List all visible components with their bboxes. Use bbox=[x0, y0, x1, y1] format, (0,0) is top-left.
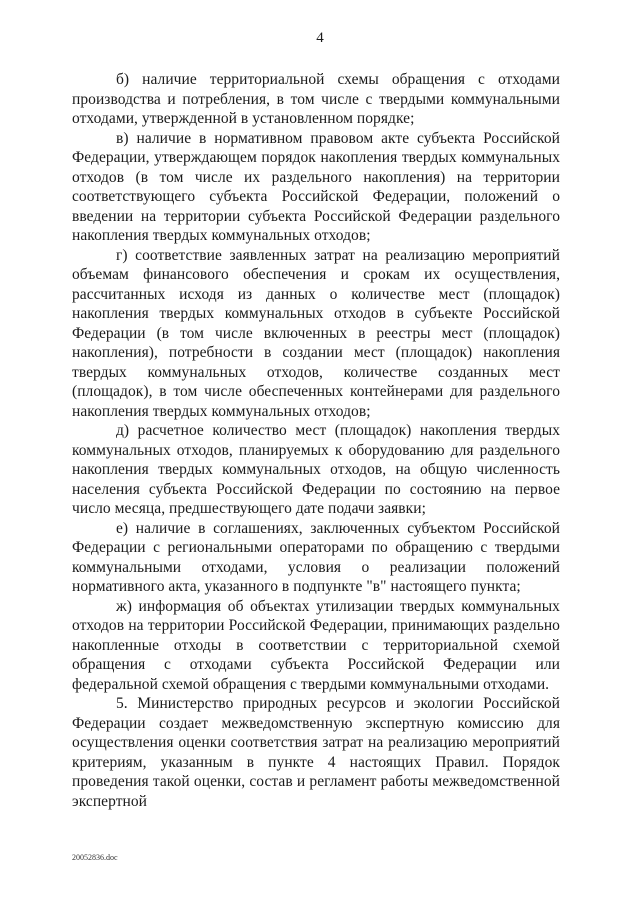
paragraph-d: д) расчетное количество мест (площадок) накопления твердых коммунальных отходов, планируемых к оборудованию для раздельного накопления твердых коммунальных отходов, на общую численность населения субъекта Российской Федерации по состоянию на первое число месяца, предшествующего дате подачи заявки; bbox=[72, 422, 560, 517]
paragraph-g: г) соответствие заявленных затрат на реализацию мероприятий объемам финансового обеспечения и срокам их осуществления, рассчитанных исходя из данных о количестве мест (площадок) накопления твердых коммунальных отходов в субъекте Российской Федерации (в том числе включенных в реестры мест (площадок) накопления), потребности в создании мест (площадок) накопления твердых коммунальных отходов, количестве созданных мест (площадок), в том числе обеспеченных контейнерами для раздельного накопления твердых коммунальных отходов; bbox=[72, 246, 560, 420]
paragraph-5: 5. Министерство природных ресурсов и экологии Российской Федерации создает межведомственную экспертную комиссию для осуществления оценки соответствия затрат на реализацию мероприятий критериям, указанным в пункте 4 настоящих Правил. Порядок проведения такой оценки, состав и регламент работы межведомственной экспертной bbox=[72, 695, 560, 810]
paragraph-e: е) наличие в соглашениях, заключенных субъектом Российской Федерации с региональными операторами по обращению с твердыми коммунальными отходами, условия о реализации положений нормативного акта, указанного в подпункте "в" настоящего пункта; bbox=[72, 519, 560, 595]
document-body bbox=[72, 70, 560, 811]
paragraph-v: в) наличие в нормативном правовом акте субъекта Российской Федерации, утверждающем порядок накопления твердых коммунальных отходов (в том числе их раздельного накопления) на территории соответствующего субъекта Российской Федерации, положений о введении на территории субъекта Российской Федерации раздельного накопления твердых коммунальных отходов; bbox=[72, 129, 560, 244]
paragraph-b: б) наличие территориальной схемы обращения с отходами производства и потребления, в том числе с твердыми коммунальными отходами, утвержденной в установленном порядке; bbox=[72, 71, 560, 127]
page-number: 4 bbox=[316, 30, 324, 46]
paragraph-zh: ж) информация об объектах утилизации твердых коммунальных отходов на территории Российской Федерации, принимающих раздельно накопленные отходы в соответствии с территориальной схемой обращения с отходами субъекта Российской Федерации или федеральной схемой обращения с твердыми коммунальными отходами. bbox=[72, 597, 560, 693]
file-name-footer: 20052836.doc bbox=[72, 853, 118, 862]
